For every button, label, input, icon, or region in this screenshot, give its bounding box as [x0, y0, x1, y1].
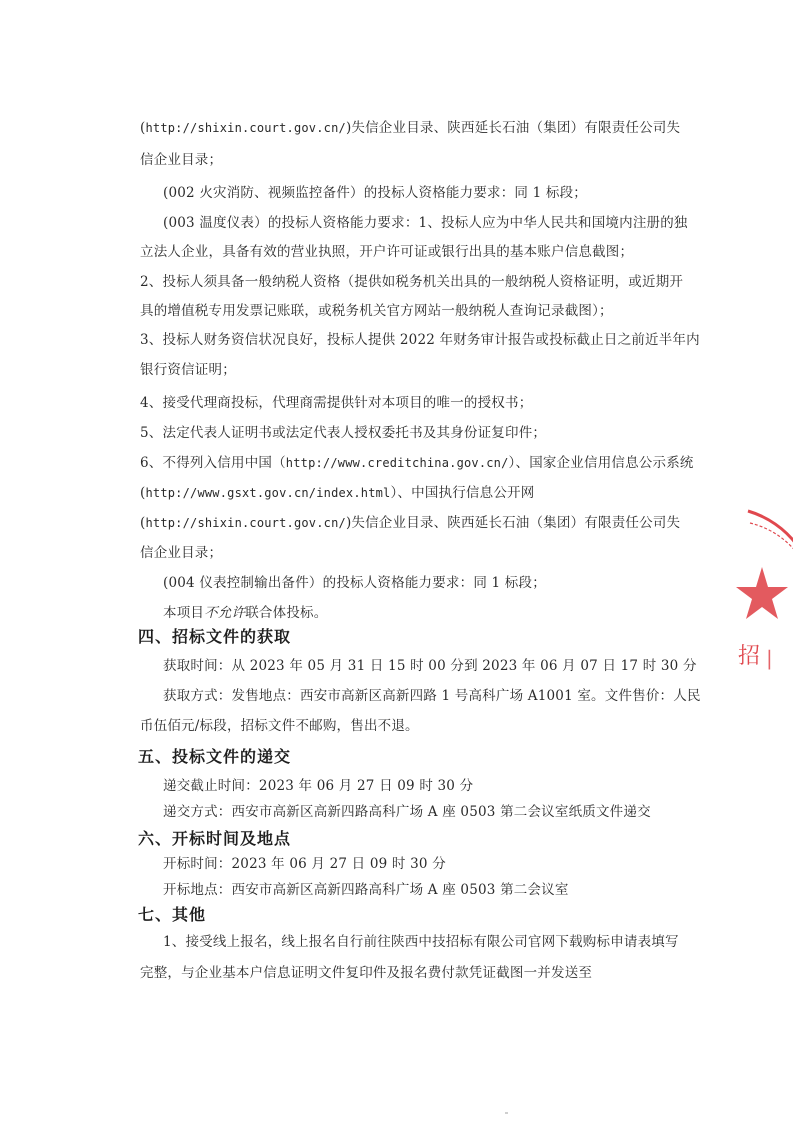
seal-ring-inner: [750, 523, 793, 553]
section-line: [163, 802, 651, 822]
body-line: [140, 272, 683, 292]
line-text: ）、国家企业信用信息公示系统: [508, 455, 694, 471]
line-text: (: [140, 485, 146, 501]
section-line: [140, 963, 592, 983]
section-line: [163, 656, 697, 676]
body-line: [163, 183, 587, 203]
line-text: 开标时间：2023 年 06 月 27 日 09 时 30 分: [163, 856, 446, 872]
body-line: [140, 543, 222, 563]
body-line: [140, 150, 222, 170]
line-text: 递交截止时间：2023 年 06 月 27 日 09 时 30 分: [163, 778, 474, 794]
line-text: 本项目: [163, 605, 205, 621]
line-text: )失信企业目录、陕西延长石油（集团）有限责任公司失: [345, 120, 681, 136]
line-text: )失信企业目录、陕西延长石油（集团）有限责任公司失: [345, 515, 681, 531]
official-seal-partial: [718, 505, 793, 675]
line-text: 获取方式：发售地点：西安市高新区高新四路 1 号高科广场 A1001 室。文件售价：人民: [163, 688, 701, 704]
line-text: 开标地点：西安市高新区高新四路高科广场 A 座 0503 第二会议室: [163, 882, 569, 898]
seal-char-2: |: [766, 646, 773, 670]
line-text: (: [140, 515, 146, 531]
line-text: 信企业目录；: [140, 545, 223, 561]
body-line: [163, 603, 327, 623]
line-text: 币伍佰元/标段，招标文件不邮购，售出不退。: [140, 718, 419, 734]
seal-char: 招: [738, 644, 761, 669]
line-text: (004 仪表控制输出备件）的投标人资格能力要求：同 1 标段；: [163, 575, 546, 591]
section-line: [163, 854, 446, 874]
line-text: 立法人企业，具备有效的营业执照，开户许可证或银行出具的基本账户信息截图；: [140, 244, 634, 260]
body-line: [140, 330, 700, 350]
section-line: [140, 716, 419, 736]
section-heading: 五、投标文件的递交: [138, 747, 292, 766]
section-heading: 七、其他: [138, 905, 207, 924]
line-text: 4、接受代理商投标，代理商需提供针对本项目的唯一的授权书；: [140, 395, 533, 411]
body-line: [140, 393, 532, 413]
url-text: http://www.gsxt.gov.cn/index.html: [145, 486, 391, 500]
body-line: [140, 423, 546, 443]
body-line: [163, 573, 546, 593]
line-text: 6、不得列入信用中国（: [140, 455, 286, 471]
body-line: [140, 242, 633, 262]
body-line: [140, 513, 680, 533]
line-text: 1、接受线上报名，线上报名自行前往陕西中技招标有限公司官网下载购标申请表填写: [163, 934, 679, 950]
url-text: http://www.creditchina.gov.cn/: [285, 456, 509, 470]
section-line: [163, 686, 701, 706]
url-text: http://shixin.court.gov.cn/: [145, 121, 346, 135]
body-line: [163, 213, 688, 233]
scan-speck: [505, 1112, 508, 1114]
body-line: [140, 301, 613, 321]
seal-ring: [748, 511, 793, 545]
line-text: (002 火灾消防、视频监控备件）的投标人资格能力要求：同 1 标段；: [163, 185, 587, 201]
section-heading: 六、开标时间及地点: [138, 829, 292, 848]
line-text: 银行资信证明；: [140, 362, 236, 378]
body-line: [140, 453, 694, 473]
line-text: 信企业目录；: [140, 152, 223, 168]
section-line: [163, 776, 473, 796]
emphasis-text: 不允许: [204, 605, 246, 621]
body-line: [140, 118, 680, 138]
line-text: 获取时间：从 2023 年 05 月 31 日 15 时 00 分到 2023 年 06 月 07 日 17 时 30 分: [163, 658, 697, 674]
url-text: http://shixin.court.gov.cn/: [145, 516, 346, 530]
line-text: 完整，与企业基本户信息证明文件复印件及报名费付款凭证截图一并发送至: [140, 965, 593, 981]
body-line: [140, 483, 534, 503]
section-heading: 四、招标文件的获取: [138, 627, 292, 646]
line-text: 2、投标人须具备一般纳税人资格（提供如税务机关出具的一般纳税人资格证明，或近期开: [140, 274, 684, 290]
section-line: [163, 880, 569, 900]
line-text: (003 温度仪表）的投标人资格能力要求：1、投标人应为中华人民共和国境内注册的独: [163, 215, 688, 231]
section-line: [163, 932, 679, 952]
line-text: (: [140, 120, 146, 136]
seal-star-icon: [736, 567, 788, 619]
line-text: 5、法定代表人证明书或法定代表人授权委托书及其身份证复印件；: [140, 425, 547, 441]
line-text: 具的增值税专用发票记账联，或税务机关官方网站一般纳税人查询记录截图）；: [140, 303, 613, 319]
line-text: 3、投标人财务资信状况良好，投标人提供 2022 年财务审计报告或投标截止日之前近半年内: [140, 332, 700, 348]
line-text: ）、中国执行信息公开网: [390, 485, 535, 501]
body-line: [140, 360, 236, 380]
line-text: 递交方式：西安市高新区高新四路高科广场 A 座 0503 第二会议室纸质文件递交: [163, 804, 651, 820]
line-text: 联合体投标。: [245, 605, 328, 621]
